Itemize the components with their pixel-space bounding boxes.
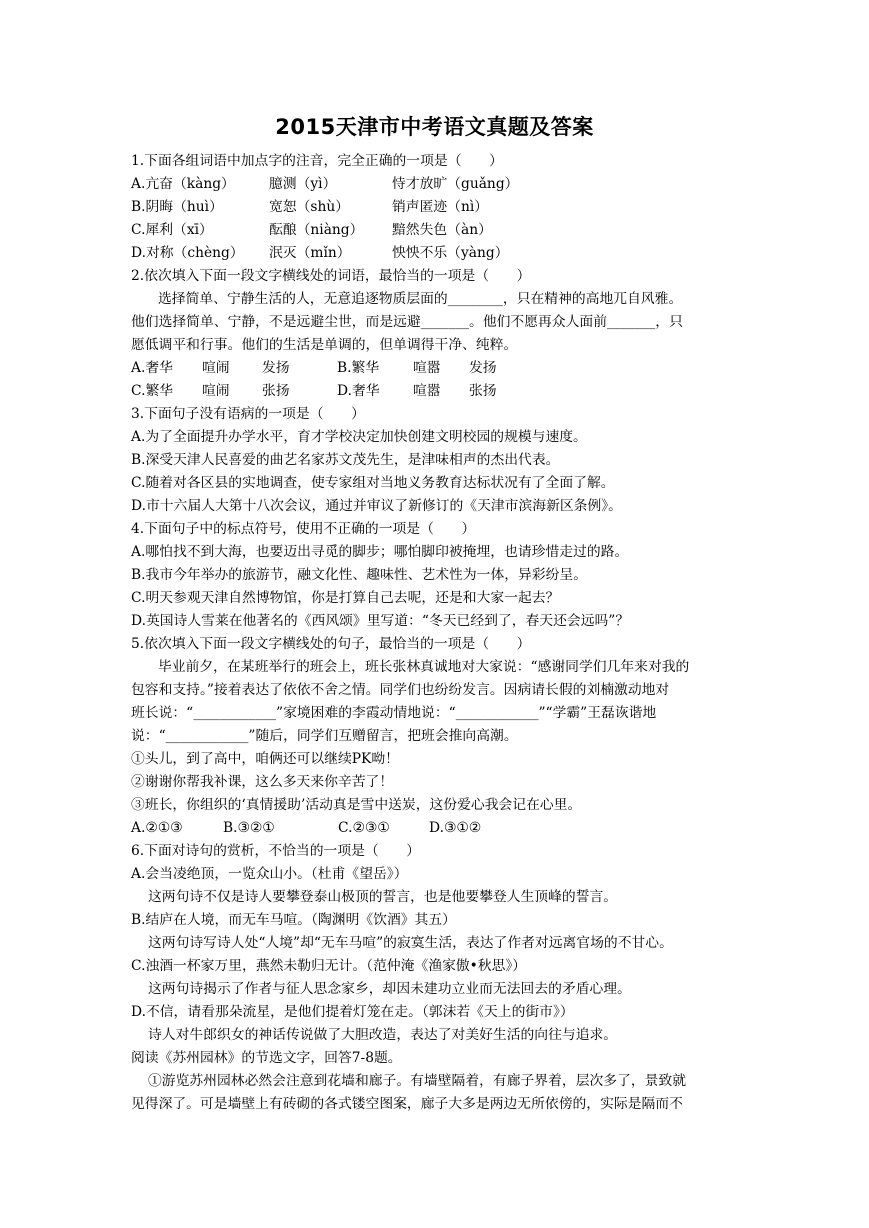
question-5-sentence-2: ②谢谢你帮我补课，这么多天来你辛苦了！ [131,774,394,790]
question-6-analysis-d: 诗人对牛郎织女的神话传说做了大胆改造，表达了对美好生活的向往与追求。 [148,1027,618,1043]
question-6-option-b: B.结庐在人境，而无车马喧。（陶渊明《饮酒》其五） [131,912,456,928]
question-4-option-c: C.明天参观天津自然博物馆，你是打算自己去呢，还是和大家一起去？ [131,590,560,606]
question-5-sentence-3: ③班长，你组织的‘真情援助’活动真是雪中送炭，这份爱心我会记在心里。 [131,797,582,813]
question-4-option-a: A.哪怕找不到大海，也要迈出寻觅的脚步；哪怕脚印被掩埋，也请珍惜走过的路。 [131,544,629,560]
question-3-option-c: C.随着对各区县的实地调查，使专家组对当地义务教育达标状况有了全面了解。 [131,475,615,491]
question-3-option-b: B.深受天津人民喜爱的曲艺名家苏文茂先生，是津味相声的杰出代表。 [131,452,560,468]
question-1-stem: 1.下面各组词语中加点字的注音，完全正确的一项是（ ） [131,153,503,169]
question-6-option-d: D.不信，请看那朵流星，是他们提着灯笼在走。（郭沫若《天上的街市》） [131,1004,574,1020]
question-4-option-b: B.我市今年举办的旅游节，融文化性、趣味性、艺术性为一体，异彩纷呈。 [131,567,588,583]
question-6-analysis-c: 这两句诗揭示了作者与征人思念家乡，却因未建功立业而无法回去的矛盾心理。 [148,981,631,997]
question-5-stem: 5.依次填入下面一段文字横线处的句子，最恰当的一项是（ ） [131,636,531,652]
question-3-option-a: A.为了全面提升办学水平，育才学校决定加快创建文明校园的规模与速度。 [131,429,587,445]
question-2-passage-line: 愿低调平和行事。他们的生活是单调的，但单调得干净、纯粹。 [131,337,518,353]
question-4-option-d: D.英国诗人雪莱在他著名的《西风颂》里写道：“冬天已经到了，春天还会远吗”？ [131,613,630,629]
question-5-passage-line: 班长说：“____________”家境困难的李霞动情地说：“____________”“学霸”王磊诙谐地 [131,705,657,721]
question-6-stem: 6.下面对诗句的赏析，不恰当的一项是（ ） [131,843,421,859]
question-5-passage-line: 毕业前夕，在某班举行的班会上，班长张林真诚地对大家说：“感谢同学们几年来对我的 [158,659,690,675]
question-3-option-d: D.市十六届人大第十八次会议，通过并审议了新修订的《天津市滨海新区条例》。 [131,498,622,514]
question-2-passage-line: 选择简单、宁静生活的人，无意追逐物质层面的________，只在精神的高地兀自风雅。 [158,291,683,307]
question-6-analysis-a: 这两句诗不仅是诗人要攀登泰山极顶的誓言，也是他要攀登人生顶峰的誓言。 [148,889,618,905]
question-6-analysis-b: 这两句诗写诗人处“人境”却“无车马喧”的寂寞生活，表达了作者对远离官场的不甘心。 [148,935,673,951]
question-5-sentence-1: ①头儿，到了高中，咱俩还可以继续PK呦！ [131,751,399,767]
question-6-option-a: A.会当凌绝顶，一览众山小。（杜甫《望岳》） [131,866,408,882]
reading-intro: 阅读《苏州园林》的节选文字，回答7-8题。 [131,1050,402,1066]
reading-passage-line: ①游览苏州园林必然会注意到花墙和廊子。有墙壁隔着，有廊子界着，层次多了，景致就 [148,1073,687,1089]
question-2-passage-line: 他们选择简单、宁静，不是远避尘世，而是远避_______。他们不愿再众人面前_______，只 [131,314,683,330]
question-4-stem: 4.下面句子中的标点符号，使用不正确的一项是（ ） [131,521,476,537]
question-6-option-c: C.浊酒一杯家万里，燕然未勒归无计。（范仲淹《渔家傲•秋思》） [131,958,527,974]
question-3-stem: 3.下面句子没有语病的一项是（ ） [131,406,365,422]
question-5-passage-line: 包容和支持。”接着表达了依依不舍之情。同学们也纷纷发言。因病请长假的刘楠激动地对 [131,682,670,698]
question-5-passage-line: 说：“____________”随后，同学们互赠留言，把班会推向高潮。 [131,728,518,744]
document-title: 2015天津市中考语文真题及答案 [275,115,594,139]
reading-passage-line: 见得深了。可是墙壁上有砖砌的各式镂空图案，廊子大多是两边无所依傍的，实际是隔而不 [131,1096,683,1112]
question-2-stem: 2.依次填入下面一段文字横线处的词语，最恰当的一项是（ ） [131,268,531,284]
